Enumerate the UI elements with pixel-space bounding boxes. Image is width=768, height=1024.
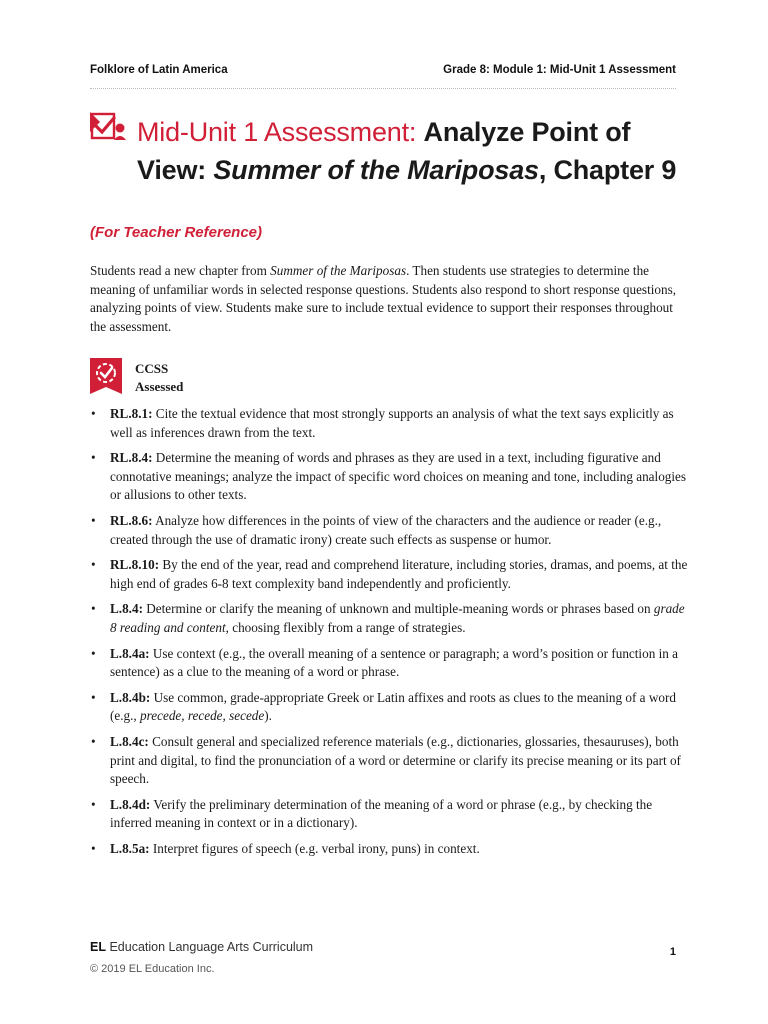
- bullet: •: [91, 796, 96, 812]
- el-logo-mark: EL: [90, 940, 106, 954]
- list-item: [90, 689, 690, 726]
- ccss-label-line1: CCSS: [135, 361, 169, 376]
- header-divider: [90, 88, 676, 89]
- assessment-icon: [90, 110, 126, 142]
- list-item: [90, 512, 690, 549]
- standard-code: L.8.4c:: [110, 733, 149, 749]
- bullet: •: [91, 512, 96, 528]
- standard-text: Interpret figures of speech (e.g. verbal irony, puns) in context.: [149, 840, 480, 856]
- standard-code: RL.8.6:: [110, 512, 153, 528]
- ccss-label: [135, 360, 183, 396]
- standard-code: L.8.5a:: [110, 840, 150, 856]
- list-item: [90, 733, 690, 789]
- ccss-label-line2: Assessed: [135, 379, 184, 394]
- page-number: 1: [669, 946, 676, 958]
- standard-code: L.8.4b:: [110, 689, 151, 705]
- bullet: •: [91, 645, 96, 661]
- bullet: •: [91, 557, 96, 573]
- footer-copyright: © 2019 EL Education Inc.: [90, 963, 215, 975]
- footer-logo-text: Education Language Arts Curriculum: [105, 940, 314, 954]
- footer-logo: [90, 940, 313, 954]
- standard-text: Determine the meaning of words and phrases as they are used in a text, including figurative and connotative meanings; analyze the impact of specific word choices on meaning and tone, including analogies or allusions to other texts.: [110, 450, 687, 503]
- header-left: Folklore of Latin America: [90, 64, 228, 76]
- standard-text: By the end of the year, read and comprehend literature, including stories, dramas, and poems, at the high end of grades 6-8 text complexity band independently and proficiently.: [110, 557, 688, 591]
- standard-text: Use common, grade-appropriate Greek or Latin affixes and roots as clues to the meaning of a word (e.g.,: [110, 689, 676, 724]
- standards-list: [90, 405, 690, 865]
- bullet: •: [91, 689, 96, 705]
- header-right: Grade 8: Module 1: Mid-Unit 1 Assessment: [443, 64, 676, 76]
- standard-code: RL.8.1:: [110, 406, 153, 421]
- standard-text: Analyze how differences in the points of view of the characters and the audience or reader (e.g., created through the use of dramatic irony) create such effects as suspense or humor.: [110, 512, 662, 547]
- page-title: [137, 113, 697, 189]
- standard-text: , choosing flexibly from a range of strategies.: [225, 619, 466, 635]
- list-item: [90, 600, 690, 637]
- standard-text: Consult general and specialized reference materials (e.g., dictionaries, glossaries, thesauruses), both print and digital, to find the pronunciation of a word or determine or clarify its precise meaning or its part of speech.: [110, 733, 681, 787]
- standard-text: ).: [264, 708, 272, 724]
- list-item: [90, 840, 690, 859]
- standard-code: RL.8.4:: [110, 450, 153, 466]
- standard-code: RL.8.10:: [110, 557, 160, 573]
- standard-code: L.8.4a:: [110, 645, 150, 661]
- intro-text-a: Students read a new chapter from: [90, 263, 271, 278]
- standard-italic: precede, recede, secede: [140, 708, 265, 724]
- standard-text: Cite the textual evidence that most strongly supports an analysis of what the text says explicitly as well as inferences drawn from the text.: [110, 406, 674, 440]
- bullet: •: [91, 733, 96, 749]
- list-item: [90, 405, 690, 442]
- list-item: [90, 796, 690, 833]
- title-book: Summer of the Mariposas: [213, 155, 539, 185]
- bullet: •: [91, 840, 96, 856]
- list-item: [90, 645, 690, 682]
- standard-code: L.8.4:: [110, 601, 143, 617]
- standard-code: L.8.4d:: [110, 796, 151, 812]
- title-accent: Mid-Unit 1 Assessment:: [137, 117, 417, 147]
- standard-text: Verify the preliminary determination of the meaning of a word or phrase (e.g., by checking the inferred meaning in context or in a dictionary).: [110, 796, 653, 831]
- list-item: [90, 449, 690, 505]
- standard-italic: grade 8 reading and content: [110, 601, 685, 635]
- teacher-reference-note: (For Teacher Reference): [90, 224, 263, 241]
- intro-text-b: . Then students use strategies to determine the meaning of unfamiliar words in selected response questions. Students also respond to short response questions, analyzing points of view. Students make sure to include textual evidence to support their responses throughout the assessment.: [90, 263, 677, 334]
- bullet: •: [91, 450, 96, 466]
- standard-text: Determine or clarify the meaning of unknown and multiple-meaning words or phrases based on: [142, 601, 654, 617]
- title-part1: Analyze Point of View:: [137, 117, 631, 185]
- intro-paragraph: [90, 262, 690, 336]
- standards-seal-icon: [90, 358, 122, 394]
- intro-book-title: Summer of the Mariposas: [270, 263, 407, 278]
- title-part2: , Chapter 9: [538, 155, 677, 185]
- list-item: [90, 556, 690, 593]
- standard-text: Use context (e.g., the overall meaning of a sentence or paragraph; a word’s position or function in a sentence) as a clue to the meaning of a word or phrase.: [110, 645, 678, 680]
- bullet: •: [91, 406, 96, 421]
- bullet: •: [91, 601, 96, 617]
